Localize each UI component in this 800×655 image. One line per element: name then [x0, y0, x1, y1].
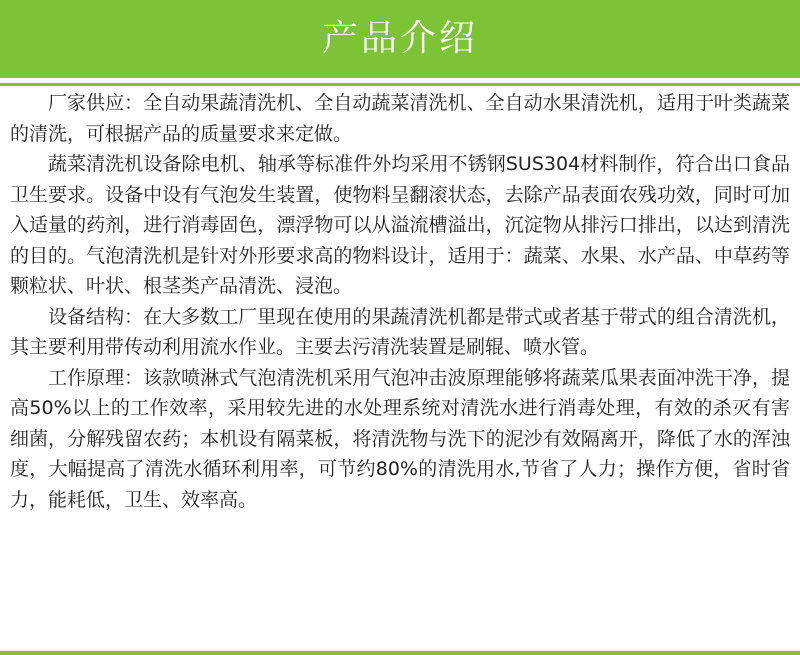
product-description: [10, 88, 790, 515]
header-banner: [0, 0, 800, 78]
paragraph-structure: 设备结构：在大多数工厂里现在使用的果蔬清洗机都是带式或者基于带式的组合清洗机，其主要利用带传动利用流水作业。主要去污清洗装置是刷辊、喷水管。: [10, 305, 790, 358]
paragraph-materials: 蔬菜清洗机设备除电机、轴承等标准件外均采用不锈钢SUS304材料制作，符合出口食品卫生要求。设备中设有气泡发生装置，使物料呈翻滚状态，去除产品表面农残功效，同时可加入适量的药剂，进行消毒固色，漂浮物可以从溢流槽溢出，沉淀物从排污口排出，以达到清洗的目的。气泡清洗机是针对外形要求高的物料设计，适用于：蔬菜、水果、水产品、中草药等颗粒状、叶状、根茎类产品清洗、浸泡。: [10, 153, 790, 297]
page-title: 产品介绍: [321, 18, 478, 59]
paragraph-principle: 工作原理：该款喷淋式气泡清洗机采用气泡冲击波原理能够将蔬菜瓜果表面冲洗干净，提高50%以上的工作效率，采用较先进的水处理系统对清洗水进行消毒处理，有效的杀灭有害细菌，分解残留农药；本机设有隔菜板，将清洗物与洗下的泥沙有效隔离开，降低了水的浑浊度，大幅提高了清洗水循环利用率，可节约80%的清洗用水,节省了人力；操作方便，省时省力，能耗低，卫生、效率高。: [10, 366, 790, 511]
header-divider: [0, 83, 800, 86]
paragraph-supply: 厂家供应：全自动果蔬清洗机、全自动蔬菜清洗机、全自动水果清洗机，适用于叶类蔬菜的清洗，可根据产品的质量要求来定做。: [10, 92, 790, 145]
footer-divider: [0, 651, 800, 655]
